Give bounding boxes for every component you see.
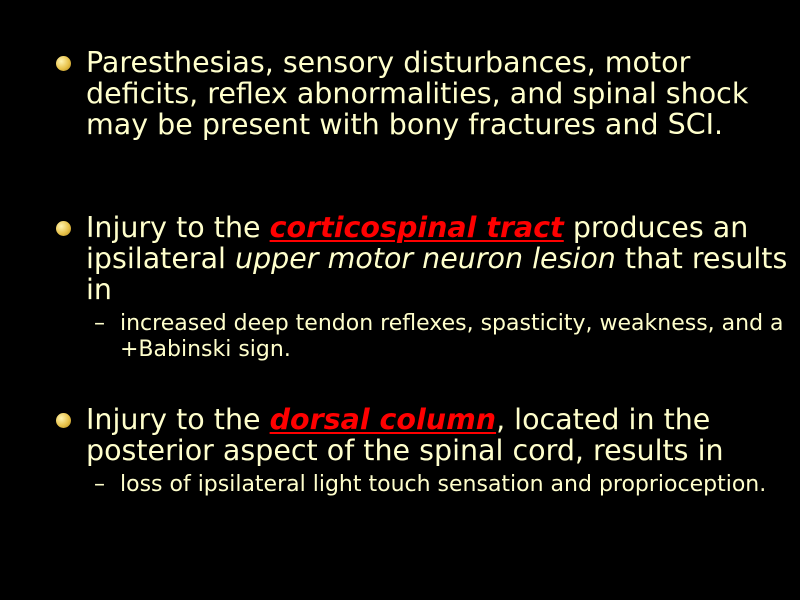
bullet-3-text-after: , located in the posterior aspect of the spinal cord, results in <box>86 403 724 467</box>
sub-bullet-3 <box>56 472 796 498</box>
bullet-dot-icon <box>56 56 71 71</box>
bullet-2-text-after: that results in <box>86 242 788 306</box>
bullet-text-3 <box>56 404 796 466</box>
bullet-item-1 <box>56 47 796 140</box>
bullet-dot-icon <box>56 221 71 236</box>
bullet-dot-icon <box>56 413 71 428</box>
sub-bullet-2 <box>56 311 796 363</box>
bullet-2-text-before: Injury to the <box>86 211 270 244</box>
bullet-text-1 <box>56 47 796 140</box>
term-corticospinal-tract: corticospinal tract <box>269 211 564 244</box>
bullet-2-text-middle: produces an ipsilateral <box>86 211 749 275</box>
sub-bullet-dash: – <box>94 311 105 336</box>
sub-bullet-dash: – <box>94 472 105 497</box>
term-dorsal-column: dorsal column <box>269 403 497 436</box>
sub-bullet-3-text: loss of ipsilateral light touch sensation and proprioception. <box>120 472 767 497</box>
bullet-text-2 <box>56 212 796 305</box>
bullet-item-3 <box>56 404 796 498</box>
term-upper-motor-neuron-lesion: upper motor neuron lesion <box>235 242 616 275</box>
bullet-1-text: Paresthesias, sensory disturbances, motor deficits, reflex abnormalities, and spinal shock may be present with bony fractures and SCI. <box>86 46 749 141</box>
bullet-3-text-before: Injury to the <box>86 403 270 436</box>
bullet-item-2 <box>56 212 796 363</box>
sub-bullet-2-text: increased deep tendon reflexes, spasticity, weakness, and a +Babinski sign. <box>120 311 784 362</box>
